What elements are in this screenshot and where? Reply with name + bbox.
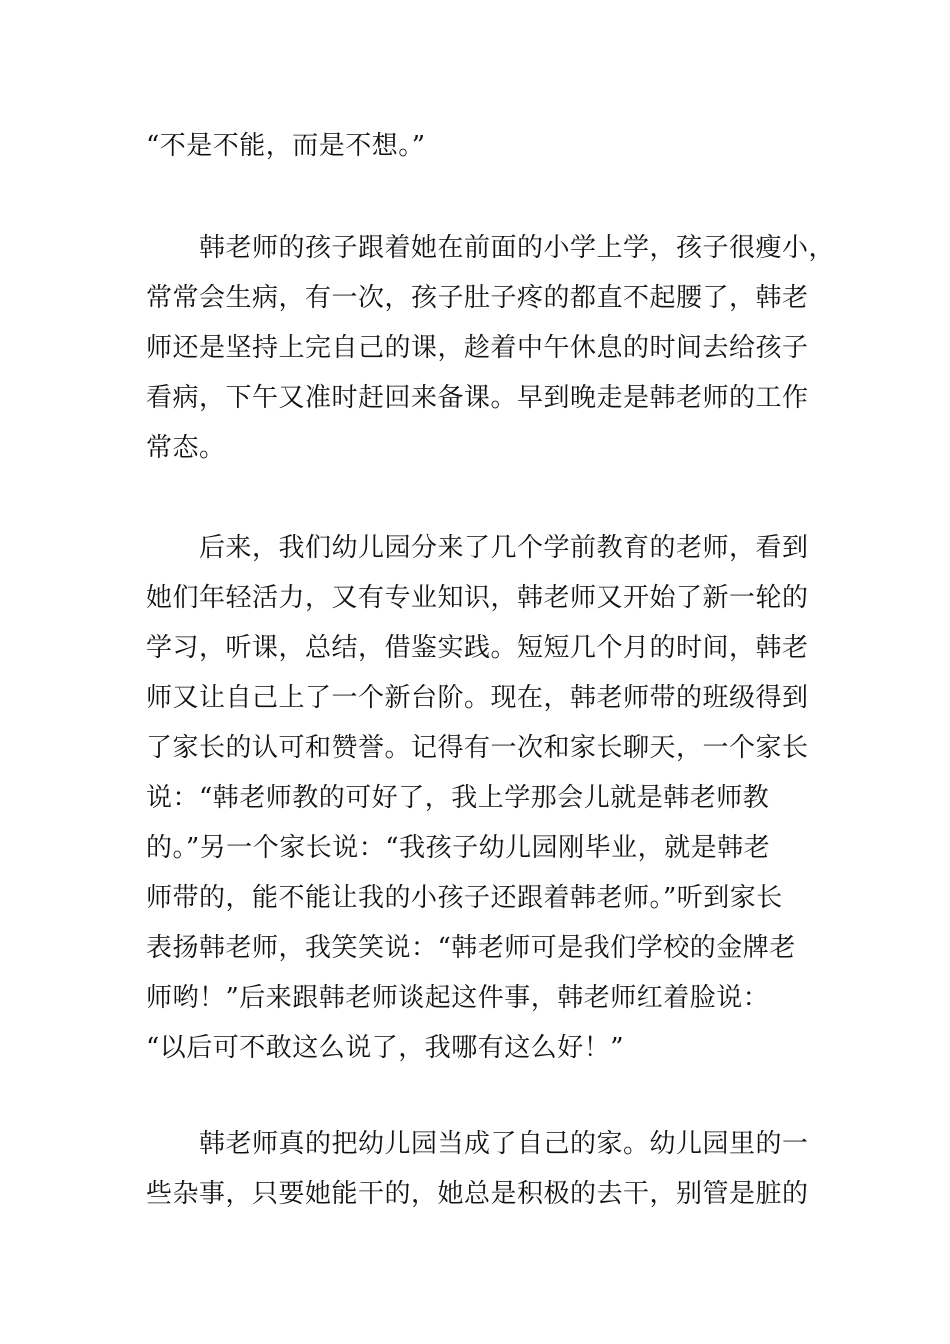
paragraph-3-line-6: 说：“韩老师教的可好了，我上学那会儿就是韩老师教 [146, 783, 770, 813]
paragraph-3-line-2: 她们年轻活力，又有专业知识，韩老师又开始了新一轮的 [146, 583, 809, 613]
paragraph-3-line-9: 表扬韩老师，我笑笑说：“韩老师可是我们学校的金牌老 [146, 933, 796, 963]
paragraph-4-line-2: 些杂事，只要她能干的，她总是积极的去干，别管是脏的 [146, 1179, 809, 1209]
paragraph-2-line-1: 韩老师的孩子跟着她在前面的小学上学，孩子很瘦小， [146, 233, 836, 263]
paragraph-3-line-5: 了家长的认可和赞誉。记得有一次和家长聊天，一个家长 [146, 733, 809, 763]
paragraph-3-line-11: “以后可不敢这么说了，我哪有这么好！” [146, 1033, 625, 1063]
paragraph-3-line-3: 学习，听课，总结，借鉴实践。短短几个月的时间，韩老 [146, 633, 809, 663]
paragraph-1-line-1: “不是不能，而是不想。” [146, 131, 426, 161]
paragraph-2-line-4: 看病，下午又准时赶回来备课。早到晚走是韩老师的工作 [146, 383, 809, 413]
paragraph-3-line-4: 师又让自己上了一个新台阶。现在，韩老师带的班级得到 [146, 683, 809, 713]
paragraph-2-line-2: 常常会生病，有一次，孩子肚子疼的都直不起腰了，韩老 [146, 283, 809, 313]
paragraph-3-line-1: 后来，我们幼儿园分来了几个学前教育的老师，看到 [146, 533, 809, 563]
paragraph-2-line-3: 师还是坚持上完自己的课，趁着中午休息的时间去给孩子 [146, 333, 809, 363]
paragraph-3-line-7: 的。”另一个家长说：“我孩子幼儿园刚毕业，就是韩老 [146, 833, 771, 863]
paragraph-3-line-10: 师哟！”后来跟韩老师谈起这件事，韩老师红着脸说： [146, 983, 770, 1013]
paragraph-4-line-1: 韩老师真的把幼儿园当成了自己的家。幼儿园里的一 [146, 1129, 809, 1159]
paragraph-3-line-8: 师带的，能不能让我的小孩子还跟着韩老师。”听到家长 [146, 883, 783, 913]
paragraph-2-line-5: 常态。 [146, 433, 226, 463]
